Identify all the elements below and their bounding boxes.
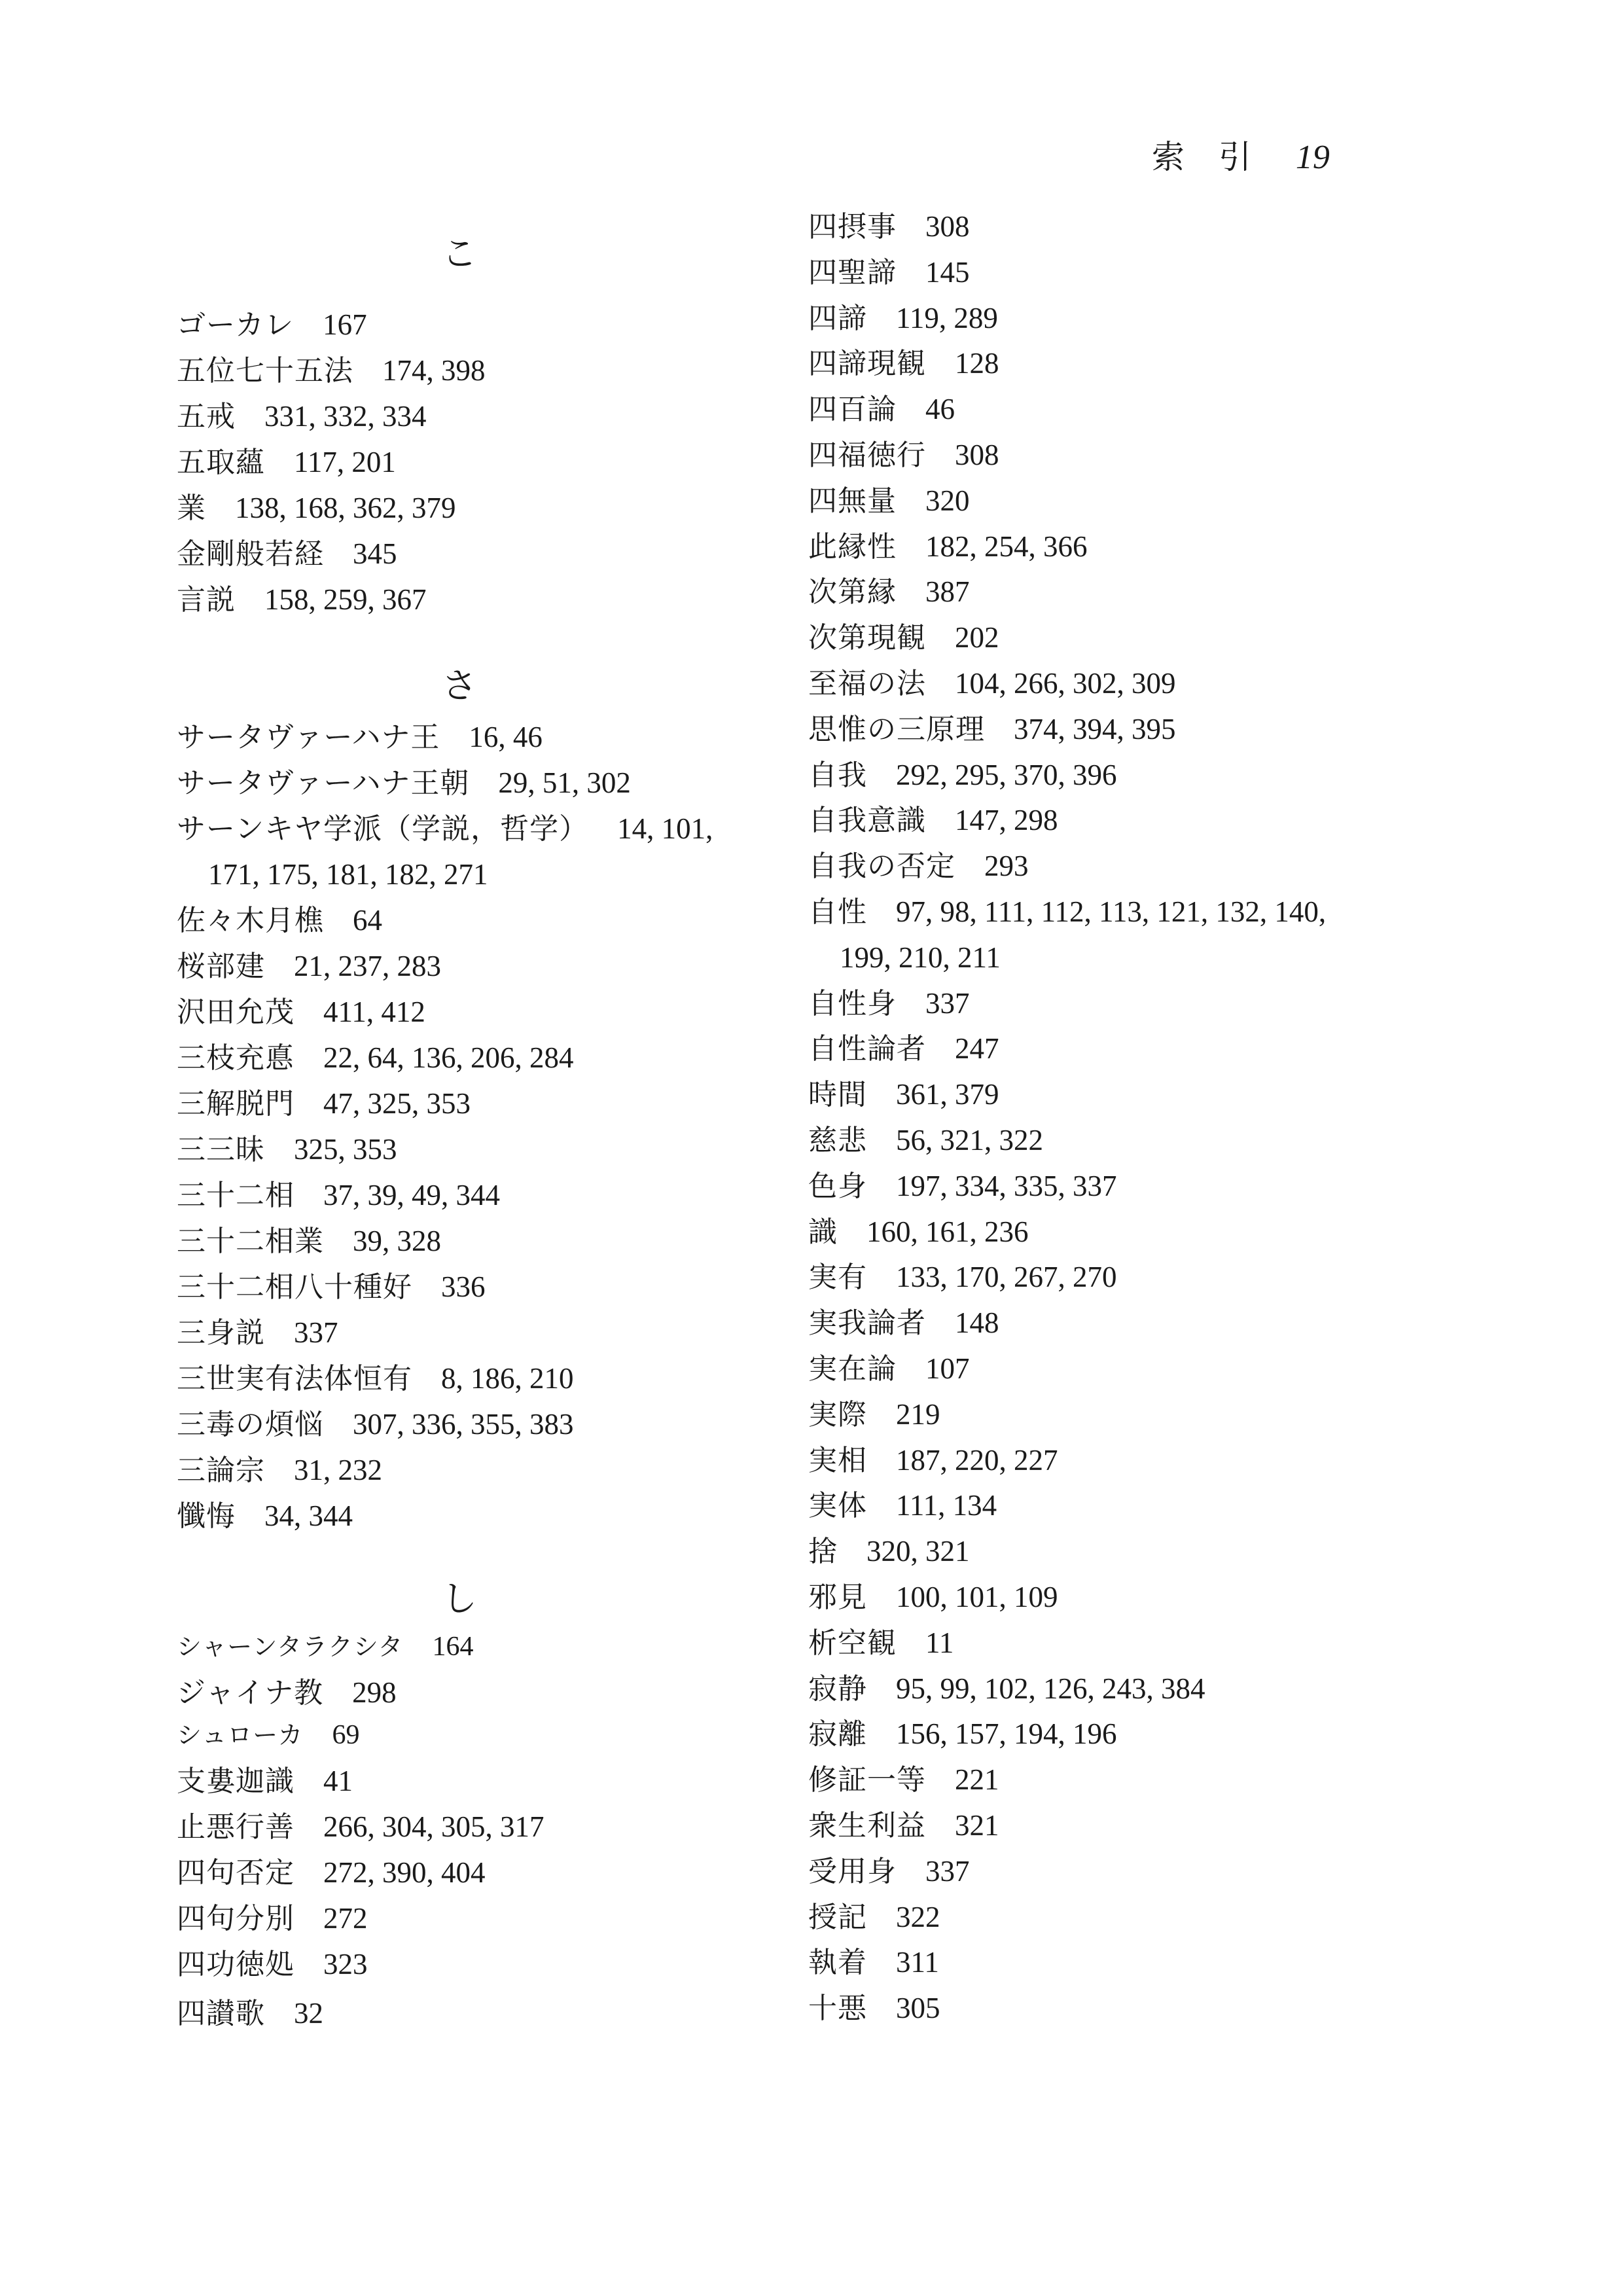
index-entry (177, 766, 631, 800)
index-entry (177, 308, 367, 342)
index-term: 五位七十五法 (177, 354, 353, 387)
index-entry (808, 1306, 999, 1340)
index-pages: 336 (441, 1270, 486, 1303)
index-entry (808, 1352, 970, 1386)
index-term: 析空観 (808, 1626, 897, 1660)
index-pages: 39, 328 (353, 1225, 441, 1257)
index-entry (177, 491, 456, 526)
index-pages: 21, 237, 283 (294, 950, 441, 982)
index-entry (808, 986, 970, 1021)
index-entry (808, 529, 1088, 564)
index-entry (177, 537, 397, 571)
index-entry (808, 1854, 970, 1889)
index-entry (808, 1717, 1117, 1751)
index-pages: 160, 161, 236 (866, 1215, 1029, 1248)
index-entry (177, 1270, 486, 1304)
index-term: 執着 (808, 1946, 867, 1979)
index-term: 三論宗 (177, 1454, 265, 1487)
index-term: 実我論者 (808, 1306, 926, 1340)
index-pages: 323 (323, 1948, 368, 1981)
index-term: 三身説 (177, 1316, 265, 1350)
index-pages: 167 (323, 308, 367, 341)
index-entry (808, 301, 998, 336)
index-term: 時間 (808, 1078, 867, 1111)
index-entry (177, 949, 441, 984)
index-entry (177, 583, 427, 617)
index-entry (177, 1676, 397, 1710)
index-pages: 31, 232 (294, 1454, 382, 1486)
index-pages: 107 (925, 1352, 970, 1385)
index-pages: 292, 295, 370, 396 (896, 759, 1117, 791)
index-entry (808, 1031, 999, 1066)
index-entry (208, 857, 488, 892)
index-pages: 156, 157, 194, 196 (896, 1717, 1117, 1750)
index-pages: 337 (294, 1316, 338, 1349)
index-entry (177, 1453, 382, 1488)
index-entry (808, 1672, 1205, 1706)
index-pages: 100, 101, 109 (896, 1581, 1058, 1613)
section-heading: し (442, 1578, 477, 1619)
index-term: 四諦 (808, 302, 867, 335)
index-entry (808, 1763, 999, 1797)
section-heading: こ (442, 233, 477, 274)
running-head-title: 索引 (1152, 138, 1285, 176)
index-term: 十悪 (808, 1992, 867, 2025)
index-term: 三毒の煩悩 (177, 1408, 324, 1441)
index-pages: 117, 201 (294, 446, 396, 478)
index-pages: 266, 304, 305, 317 (323, 1810, 544, 1843)
index-entry (177, 1224, 441, 1259)
index-entry (808, 1808, 999, 1843)
index-term: 止悪行善 (177, 1810, 294, 1844)
index-entry (808, 1991, 940, 2026)
index-entry (808, 1215, 1029, 1249)
index-pages: 32 (294, 1997, 323, 2030)
index-pages: 202 (955, 621, 999, 654)
index-pages: 111, 134 (896, 1489, 997, 1522)
index-pages: 8, 186, 210 (441, 1362, 574, 1395)
index-entry (808, 1534, 970, 1569)
index-term: サータヴァーハナ王 (177, 721, 440, 754)
index-term: 授記 (808, 1901, 867, 1934)
index-term: 桜部建 (177, 950, 265, 983)
index-term: 四福徳行 (808, 439, 926, 472)
index-term: 懺悔 (177, 1499, 236, 1533)
index-pages: 14, 101, (617, 812, 713, 845)
index-entry (177, 1630, 473, 1664)
index-term: 四聖諦 (808, 256, 897, 289)
index-entry (808, 1945, 939, 1980)
index-pages: 305 (896, 1992, 940, 2024)
index-term: 四功徳処 (177, 1948, 294, 1981)
index-term: 佐々木月樵 (177, 904, 324, 937)
index-entry (808, 620, 999, 655)
index-term: 実体 (808, 1489, 867, 1522)
index-pages: 41 (323, 1765, 353, 1797)
index-entry (808, 1077, 999, 1112)
index-pages: 322 (896, 1901, 940, 1933)
index-entry (808, 1900, 940, 1935)
index-pages: 174, 398 (382, 354, 486, 387)
index-pages: 374, 394, 395 (1014, 713, 1176, 745)
index-pages: 128 (955, 347, 999, 380)
section-heading: さ (442, 665, 477, 706)
index-pages: 22, 64, 136, 206, 284 (323, 1041, 574, 1074)
index-pages: 46 (925, 393, 955, 425)
index-pages: 331, 332, 334 (264, 400, 427, 433)
index-term: 自性論者 (808, 1032, 926, 1066)
index-entry (177, 1041, 574, 1075)
index-term: 衆生利益 (808, 1809, 926, 1842)
index-pages: 337 (925, 987, 970, 1020)
index-pages: 247 (955, 1032, 999, 1065)
index-entry (808, 803, 1058, 838)
index-entry (177, 1361, 574, 1396)
index-pages: 69 (332, 1720, 360, 1750)
page-number: 19 (1295, 139, 1330, 176)
index-term: 四諦現観 (808, 347, 926, 380)
index-pages: 95, 99, 102, 126, 243, 384 (896, 1672, 1205, 1705)
index-term: シャーンタラクシタ (177, 1632, 404, 1661)
index-pages: 171, 175, 181, 182, 271 (208, 858, 488, 891)
index-term: 捨 (808, 1535, 838, 1568)
index-entry (177, 1810, 544, 1844)
index-pages: 298 (352, 1676, 397, 1709)
index-pages: 221 (955, 1763, 999, 1796)
index-pages: 133, 170, 267, 270 (896, 1261, 1117, 1293)
index-entry (808, 346, 999, 381)
index-term: 支婁迦識 (177, 1765, 294, 1798)
index-term: 三十二相業 (177, 1225, 324, 1258)
index-term: 五取蘊 (177, 446, 265, 479)
index-pages: 158, 259, 367 (264, 583, 427, 616)
index-pages: 37, 39, 49, 344 (323, 1179, 500, 1211)
index-term: 四讃歌 (177, 1997, 265, 2030)
index-term: サータヴァーハナ王朝 (177, 766, 470, 800)
index-entry (808, 1488, 997, 1523)
index-pages: 11 (925, 1626, 954, 1659)
index-pages: 145 (925, 256, 970, 289)
index-entry (177, 1316, 338, 1350)
index-pages: 56, 321, 322 (896, 1124, 1043, 1157)
index-term: 自我 (808, 759, 867, 792)
index-term: 四百論 (808, 393, 897, 426)
index-pages: 104, 266, 302, 309 (955, 667, 1176, 700)
index-pages: 197, 334, 335, 337 (896, 1170, 1117, 1202)
index-term: 色身 (808, 1170, 867, 1203)
index-pages: 97, 98, 111, 112, 113, 121, 132, 140, (896, 895, 1327, 928)
index-term: 自性身 (808, 987, 897, 1020)
index-term: 邪見 (808, 1581, 867, 1614)
index-term: 沢田允茂 (177, 996, 294, 1029)
index-pages: 16, 46 (469, 721, 543, 753)
index-entry (808, 438, 999, 473)
index-entry (177, 1718, 359, 1752)
index-entry (177, 399, 427, 434)
index-pages: 325, 353 (294, 1133, 397, 1166)
index-term: 四句否定 (177, 1856, 294, 1890)
index-pages: 47, 325, 353 (323, 1087, 471, 1120)
index-entry (177, 995, 425, 1030)
index-pages: 308 (955, 439, 999, 471)
index-pages: 164 (432, 1632, 474, 1662)
index-entry (808, 1260, 1117, 1295)
index-pages: 187, 220, 227 (896, 1444, 1058, 1477)
index-entry (808, 849, 1029, 884)
index-pages: 34, 344 (264, 1499, 353, 1532)
index-term: 寂静 (808, 1672, 867, 1706)
index-entry (808, 484, 970, 518)
index-entry (177, 1407, 574, 1442)
index-pages: 64 (353, 904, 382, 937)
index-entry (177, 1499, 353, 1534)
index-entry (808, 895, 1326, 929)
index-pages: 219 (896, 1398, 940, 1431)
index-entry (808, 209, 970, 244)
index-term: 思惟の三原理 (808, 713, 985, 746)
index-pages: 308 (925, 210, 970, 243)
index-term: 三十二相八十種好 (177, 1270, 412, 1304)
index-term: 実在論 (808, 1352, 897, 1386)
index-term: 五戒 (177, 400, 236, 433)
index-term: ゴーカレ (177, 308, 294, 342)
index-entry (177, 353, 486, 388)
index-term: 寂離 (808, 1717, 867, 1751)
index-entry (808, 1580, 1058, 1615)
index-term: 次第現観 (808, 621, 926, 655)
index-pages: 320 (925, 484, 970, 517)
index-term: 次第縁 (808, 575, 897, 609)
index-term: 実有 (808, 1261, 867, 1294)
index-pages: 411, 412 (323, 996, 425, 1028)
index-term: 四句分別 (177, 1902, 294, 1935)
index-entry (808, 575, 970, 609)
index-entry (177, 903, 382, 938)
index-entry (177, 1132, 397, 1167)
index-entry (808, 1626, 954, 1660)
index-entry (177, 812, 713, 846)
index-term: 三枝充悳 (177, 1041, 294, 1075)
index-term: ジャイナ教 (177, 1676, 324, 1710)
index-entry (808, 712, 1176, 747)
index-pages: 272 (323, 1902, 368, 1935)
index-entry (808, 1397, 940, 1432)
index-term: 至福の法 (808, 667, 926, 700)
index-pages: 293 (984, 850, 1029, 882)
index-pages: 321 (955, 1809, 999, 1842)
index-term: 受用身 (808, 1855, 897, 1888)
index-term: 自性 (808, 895, 867, 929)
index-term: 三解脱門 (177, 1087, 294, 1121)
index-term: 業 (177, 492, 206, 525)
index-pages: 29, 51, 302 (498, 766, 631, 799)
index-entry (808, 1443, 1058, 1478)
index-pages: 199, 210, 211 (840, 941, 1001, 974)
index-term: 慈悲 (808, 1124, 867, 1157)
index-pages: 148 (955, 1306, 999, 1339)
index-pages: 182, 254, 366 (925, 530, 1088, 563)
index-entry (177, 1901, 368, 1936)
index-term: 識 (808, 1215, 838, 1249)
index-term: 修証一等 (808, 1763, 926, 1797)
index-pages: 307, 336, 355, 383 (353, 1408, 574, 1441)
index-entry (177, 1764, 353, 1799)
index-entry (808, 1169, 1117, 1204)
index-term: 三十二相 (177, 1179, 294, 1212)
index-pages: 147, 298 (955, 804, 1058, 836)
index-entry (177, 1086, 471, 1121)
running-head (1152, 131, 1330, 178)
index-term: 四摂事 (808, 210, 897, 243)
index-entry (808, 666, 1176, 701)
index-pages: 119, 289 (896, 302, 998, 334)
index-entry (177, 720, 543, 755)
index-entry (808, 1123, 1043, 1158)
index-term: 言説 (177, 583, 236, 617)
index-entry (808, 758, 1117, 793)
index-term: 此縁性 (808, 530, 897, 564)
index-term: 三三昧 (177, 1133, 265, 1166)
index-entry (808, 255, 970, 290)
index-term: 金剛般若経 (177, 537, 324, 571)
index-pages: 361, 379 (896, 1078, 999, 1111)
index-term: 自我意識 (808, 804, 926, 837)
index-entry (177, 1178, 500, 1213)
index-pages: 138, 168, 362, 379 (235, 492, 456, 524)
index-term: 三世実有法体恒有 (177, 1362, 412, 1395)
index-term: 自我の否定 (808, 850, 955, 883)
index-pages: 320, 321 (866, 1535, 970, 1568)
index-term: 実際 (808, 1398, 867, 1431)
index-term: サーンキヤ学派（学説，哲学） (177, 812, 589, 846)
index-entry (177, 1856, 486, 1890)
index-entry (840, 941, 1001, 975)
index-term: 四無量 (808, 484, 897, 518)
index-entry (808, 392, 955, 427)
index-pages: 311 (896, 1946, 939, 1979)
index-entry (177, 445, 396, 480)
index-term: シュローカ (177, 1721, 304, 1749)
index-pages: 387 (925, 575, 970, 608)
index-pages: 337 (925, 1855, 970, 1888)
index-entry (177, 1947, 368, 1982)
index-pages: 272, 390, 404 (323, 1856, 486, 1889)
index-entry (177, 1996, 323, 2031)
index-term: 実相 (808, 1444, 867, 1477)
index-pages: 345 (353, 537, 397, 570)
